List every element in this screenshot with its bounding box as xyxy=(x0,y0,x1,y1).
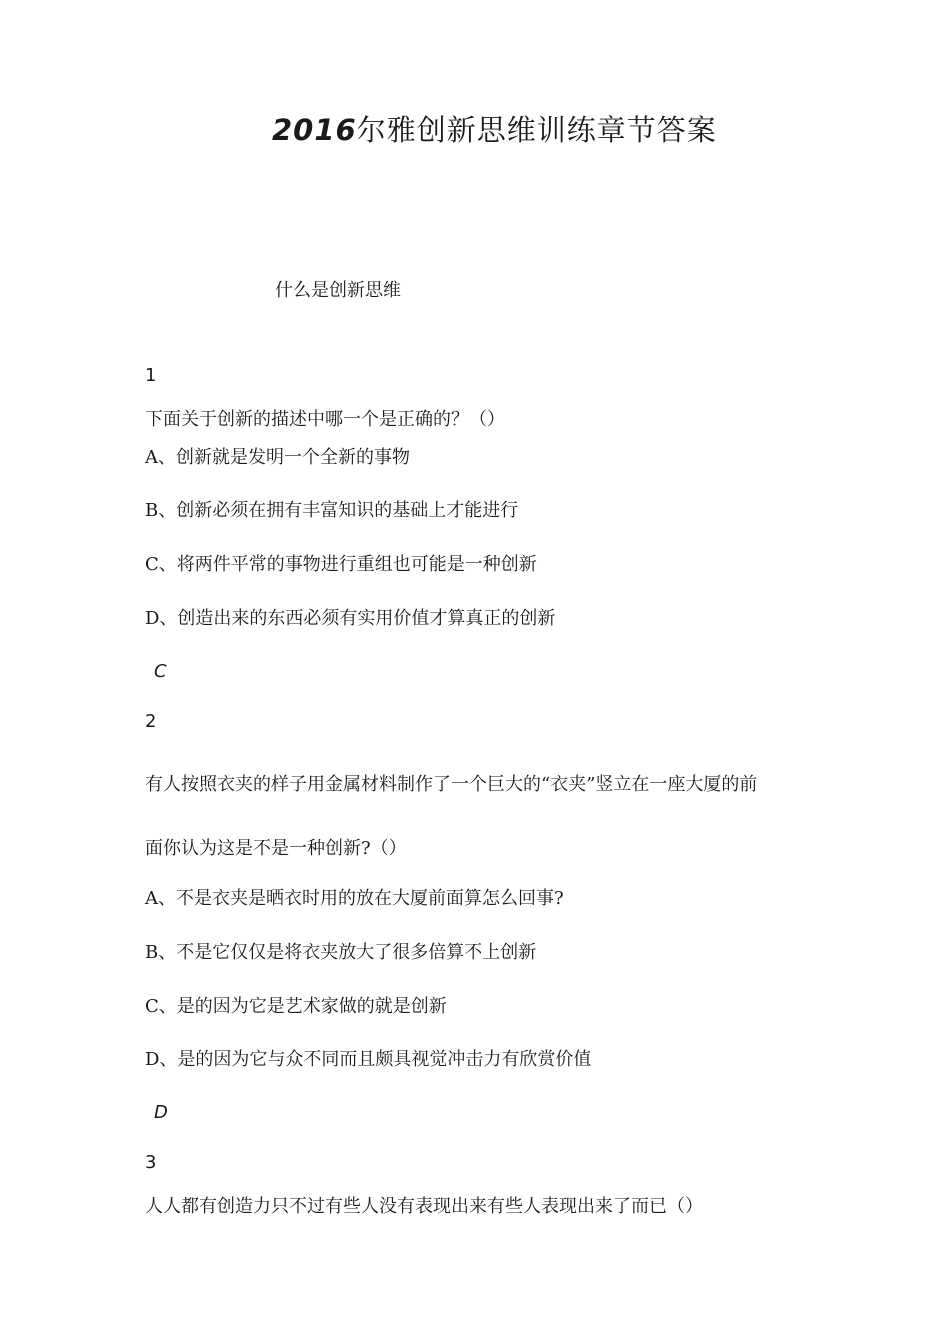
question-stem-line-1: 有人按照衣夹的样子用金属材料制作了一个巨大的“衣夹”竖立在一座大厦的前 xyxy=(145,774,758,795)
question-number: 1 xyxy=(145,365,157,386)
section-title: 什么是创新思维 xyxy=(275,280,401,301)
option-c: C、是的因为它是艺术家做的就是创新 xyxy=(145,996,447,1017)
option-d: D、是的因为它与众不同而且颇具视觉冲击力有欣赏价值 xyxy=(145,1049,592,1070)
option-d: D、创造出来的东西必须有实用价值才算真正的创新 xyxy=(145,608,556,629)
question-stem: 下面关于创新的描述中哪一个是正确的？（） xyxy=(145,409,505,430)
question-number: 2 xyxy=(145,711,157,732)
option-b: B、创新必须在拥有丰富知识的基础上才能进行 xyxy=(145,500,519,521)
title-text: 尔雅创新思维训练章节答案 xyxy=(356,113,717,147)
option-a: A、不是衣夹是晒衣时用的放在大厦前面算怎么回事? xyxy=(145,888,564,909)
question-stem-line-2: 面你认为这是不是一种创新?（） xyxy=(145,838,407,859)
option-c: C、将两件平常的事物进行重组也可能是一种创新 xyxy=(145,554,537,575)
answer: D xyxy=(154,1102,168,1123)
question-stem: 人人都有创造力只不过有些人没有表现出来有些人表现出来了而已（） xyxy=(145,1196,703,1217)
question-number: 3 xyxy=(145,1152,157,1173)
document-title xyxy=(272,112,717,148)
option-a: A、创新就是发明一个全新的事物 xyxy=(145,447,410,468)
option-b: B、不是它仅仅是将衣夹放大了很多倍算不上创新 xyxy=(145,942,537,963)
title-year: 2016 xyxy=(272,113,357,147)
answer: C xyxy=(154,661,167,682)
